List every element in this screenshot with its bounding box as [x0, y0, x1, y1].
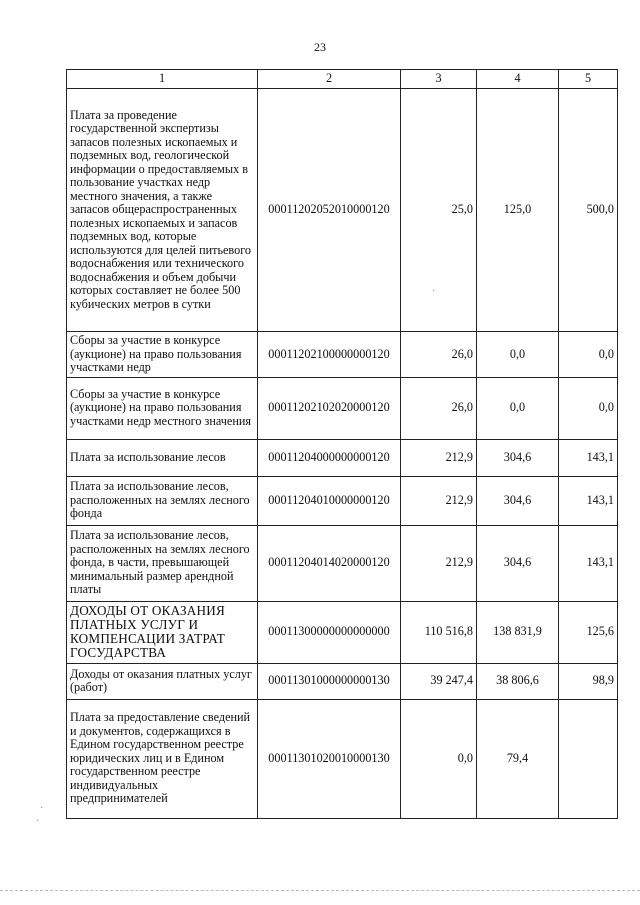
table-row	[67, 89, 618, 332]
row-code: 00011301000000000130	[258, 663, 401, 699]
page-number: 23	[314, 40, 326, 54]
row-value-5: 143,1	[559, 439, 618, 476]
row-code: 00011204010000000120	[258, 476, 401, 525]
row-value-3: 25,0	[401, 89, 477, 332]
scan-edge-line	[0, 890, 640, 891]
row-code: 00011300000000000000	[258, 601, 401, 663]
row-value-3: 212,9	[401, 439, 477, 476]
row-name: Плата за использование лесов, расположенных на землях лесного фонда, в части, превышающей минимальный размер арендной платы	[67, 525, 258, 601]
row-value-5: 125,6	[559, 601, 618, 663]
row-value-5: 98,9	[559, 663, 618, 699]
row-value-3: 26,0	[401, 332, 477, 378]
row-code: 00011301020010000130	[258, 699, 401, 818]
header-col-5: 5	[559, 70, 618, 89]
header-col-4: 4	[477, 70, 559, 89]
row-name: Плата за использование лесов, расположенных на землях лесного фонда	[67, 476, 258, 525]
row-value-5: 0,0	[559, 377, 618, 439]
row-code: 00011202052010000120	[258, 89, 401, 332]
table-row	[67, 377, 618, 439]
table-row	[67, 601, 618, 663]
row-name: Доходы от оказания платных услуг (работ)	[67, 663, 258, 699]
row-name: Плата за проведение государственной экспертизы запасов полезных ископаемых и подземных вод, геологической информации о предоставляемых в пользование участках недр местного значения, а также запасов общераспространенных полезных ископаемых и запасов подземных вод, которые используются для целей питьевого водоснабжения или технического водоснабжения и объем добычи которых составляет не более 500 кубических метров в сутки	[67, 89, 258, 332]
row-code: 00011202100000000120	[258, 332, 401, 378]
table-row	[67, 663, 618, 699]
revenue-table	[66, 69, 618, 819]
row-value-5: 143,1	[559, 476, 618, 525]
row-code: 00011202102020000120	[258, 377, 401, 439]
row-value-4: 304,6	[477, 525, 559, 601]
table-row	[67, 332, 618, 378]
table-row	[67, 699, 618, 818]
table-row	[67, 476, 618, 525]
row-value-5: 0,0	[559, 332, 618, 378]
row-value-3: 212,9	[401, 476, 477, 525]
row-value-4: 138 831,9	[477, 601, 559, 663]
row-value-3: 110 516,8	[401, 601, 477, 663]
row-code: 00011204014020000120	[258, 525, 401, 601]
header-col-1: 1	[67, 70, 258, 89]
row-value-4: 0,0	[477, 377, 559, 439]
row-name: Плата за использование лесов	[67, 439, 258, 476]
row-value-4: 304,6	[477, 476, 559, 525]
header-col-3: 3	[401, 70, 477, 89]
row-value-3: 0,0	[401, 699, 477, 818]
table-row	[67, 439, 618, 476]
row-value-5: 143,1	[559, 525, 618, 601]
scan-speck: ·	[40, 803, 44, 814]
table-row	[67, 525, 618, 601]
row-value-5: 500,0	[559, 89, 618, 332]
row-value-4: 125,0	[477, 89, 559, 332]
row-name: Сборы за участие в конкурсе (аукционе) на право пользования участками недр местного значения	[67, 377, 258, 439]
row-name: Плата за предоставление сведений и документов, содержащихся в Едином государственном реестре юридических лиц и в Едином государственном реестре индивидуальных предпринимателей	[67, 699, 258, 818]
scan-speck: ·	[432, 286, 436, 297]
scan-speck: ·	[36, 816, 40, 827]
row-name: ДОХОДЫ ОТ ОКАЗАНИЯ ПЛАТНЫХ УСЛУГ И КОМПЕНСАЦИИ ЗАТРАТ ГОСУДАРСТВА	[67, 601, 258, 663]
row-value-3: 212,9	[401, 525, 477, 601]
row-value-4: 0,0	[477, 332, 559, 378]
row-value-4: 38 806,6	[477, 663, 559, 699]
table-header-row	[67, 70, 618, 89]
row-value-3: 26,0	[401, 377, 477, 439]
row-value-3: 39 247,4	[401, 663, 477, 699]
row-value-4: 79,4	[477, 699, 559, 818]
row-code: 00011204000000000120	[258, 439, 401, 476]
header-col-2: 2	[258, 70, 401, 89]
row-name: Сборы за участие в конкурсе (аукционе) на право пользования участками недр	[67, 332, 258, 378]
row-value-4: 304,6	[477, 439, 559, 476]
row-value-5	[559, 699, 618, 818]
